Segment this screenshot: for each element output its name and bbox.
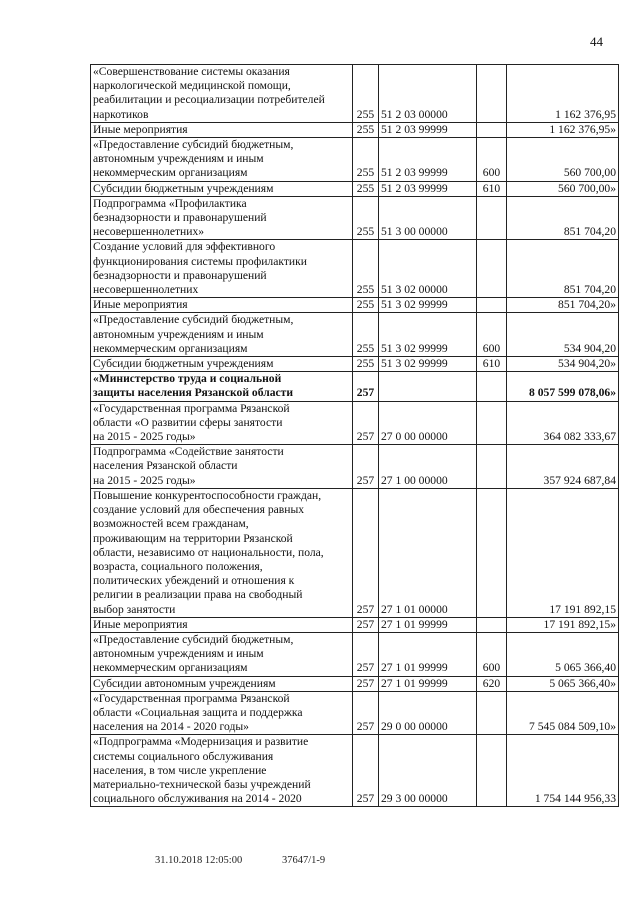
department-code-cell: 255 — [353, 65, 379, 123]
row-name-cell: «Государственная программа Рязанской области «Социальная защита и поддержка населения на 2014 - 2020 годы» — [91, 691, 353, 735]
department-code-cell: 257 — [353, 445, 379, 489]
table-row — [91, 181, 619, 196]
expense-type-cell — [477, 691, 507, 735]
table-row — [91, 196, 619, 240]
table-row — [91, 617, 619, 632]
target-article-cell: 27 0 00 00000 — [379, 401, 477, 445]
amount-cell: 17 191 892,15 — [507, 488, 619, 617]
department-code-cell: 255 — [353, 240, 379, 298]
table-row — [91, 298, 619, 313]
department-code-cell: 257 — [353, 735, 379, 807]
department-code-cell: 257 — [353, 691, 379, 735]
table-row — [91, 401, 619, 445]
expense-type-cell: 610 — [477, 357, 507, 372]
expense-type-cell — [477, 240, 507, 298]
department-code-cell: 257 — [353, 372, 379, 401]
expense-type-cell — [477, 65, 507, 123]
expense-type-cell — [477, 735, 507, 807]
expense-type-cell: 600 — [477, 313, 507, 357]
target-article-cell — [379, 372, 477, 401]
department-code-cell: 257 — [353, 488, 379, 617]
table-row — [91, 122, 619, 137]
expense-type-cell — [477, 196, 507, 240]
target-article-cell: 51 3 02 00000 — [379, 240, 477, 298]
row-name-cell: Подпрограмма «Содействие занятости населения Рязанской области на 2015 - 2025 годы» — [91, 445, 353, 489]
amount-cell: 364 082 333,67 — [507, 401, 619, 445]
target-article-cell: 27 1 00 00000 — [379, 445, 477, 489]
table-row — [91, 691, 619, 735]
row-name-cell: «Совершенствование системы оказания наркологической медицинской помощи, реабилитации и ресоциализации потребителей наркотиков — [91, 65, 353, 123]
target-article-cell: 51 3 02 99999 — [379, 298, 477, 313]
department-code-cell: 255 — [353, 196, 379, 240]
amount-cell: 560 700,00 — [507, 138, 619, 182]
footer-document-id: 37647/1-9 — [282, 855, 326, 866]
department-code-cell: 255 — [353, 357, 379, 372]
table-row — [91, 357, 619, 372]
row-name-cell: «Предоставление субсидий бюджетным, автономным учреждениям и иным некоммерческим организациям — [91, 313, 353, 357]
target-article-cell: 51 2 03 00000 — [379, 65, 477, 123]
row-name-cell: Иные мероприятия — [91, 122, 353, 137]
department-code-cell: 255 — [353, 122, 379, 137]
department-code-cell: 257 — [353, 676, 379, 691]
table-row — [91, 313, 619, 357]
row-name-cell: Субсидии бюджетным учреждениям — [91, 181, 353, 196]
expense-type-cell — [477, 298, 507, 313]
amount-cell: 851 704,20» — [507, 298, 619, 313]
expense-type-cell: 610 — [477, 181, 507, 196]
amount-cell: 560 700,00» — [507, 181, 619, 196]
row-name-cell: «Государственная программа Рязанской области «О развитии сферы занятости на 2015 - 2025 годы» — [91, 401, 353, 445]
department-code-cell: 257 — [353, 401, 379, 445]
department-code-cell: 255 — [353, 138, 379, 182]
department-code-cell: 257 — [353, 617, 379, 632]
target-article-cell: 51 3 02 99999 — [379, 313, 477, 357]
target-article-cell: 51 2 03 99999 — [379, 138, 477, 182]
expense-type-cell — [477, 445, 507, 489]
page-number: 44 — [590, 34, 603, 49]
target-article-cell: 27 1 01 99999 — [379, 632, 477, 676]
expense-type-cell: 600 — [477, 632, 507, 676]
row-name-cell: Иные мероприятия — [91, 617, 353, 632]
target-article-cell: 51 2 03 99999 — [379, 122, 477, 137]
table-row — [91, 735, 619, 807]
row-name-cell: Субсидии автономным учреждениям — [91, 676, 353, 691]
expense-type-cell — [477, 122, 507, 137]
table-row — [91, 676, 619, 691]
expense-type-cell: 620 — [477, 676, 507, 691]
amount-cell: 1 162 376,95 — [507, 65, 619, 123]
row-name-cell: Повышение конкурентоспособности граждан, создание условий для обеспечения равных возможностей всем гражданам, проживающим на территории Рязанской области, независимо от национальности, пола, возраста, социального положения, политических убеждений и отношения к религии в реализации права на свободный выбор занятости — [91, 488, 353, 617]
amount-cell: 5 065 366,40» — [507, 676, 619, 691]
department-code-cell: 255 — [353, 298, 379, 313]
expense-type-cell — [477, 401, 507, 445]
row-name-cell: «Предоставление субсидий бюджетным, автономным учреждениям и иным некоммерческим организациям — [91, 632, 353, 676]
table-row — [91, 488, 619, 617]
row-name-cell: «Предоставление субсидий бюджетным, автономным учреждениям и иным некоммерческим организациям — [91, 138, 353, 182]
department-code-cell: 257 — [353, 632, 379, 676]
target-article-cell: 27 1 01 99999 — [379, 617, 477, 632]
target-article-cell: 29 3 00 00000 — [379, 735, 477, 807]
target-article-cell: 51 2 03 99999 — [379, 181, 477, 196]
target-article-cell: 51 3 02 99999 — [379, 357, 477, 372]
footer-timestamp: 31.10.2018 12:05:00 — [155, 855, 243, 866]
expense-type-cell — [477, 488, 507, 617]
target-article-cell: 27 1 01 99999 — [379, 676, 477, 691]
table-row — [91, 372, 619, 401]
table-row — [91, 445, 619, 489]
row-name-cell: Подпрограмма «Профилактика безнадзорности и правонарушений несовершеннолетних» — [91, 196, 353, 240]
row-name-cell: Иные мероприятия — [91, 298, 353, 313]
row-name-cell: «Подпрограмма «Модернизация и развитие системы социального обслуживания населения, в том числе укрепление материально-технической базы учреждений социального обслуживания на 2014 - 2020 — [91, 735, 353, 807]
amount-cell: 534 904,20 — [507, 313, 619, 357]
amount-cell: 5 065 366,40 — [507, 632, 619, 676]
table-row — [91, 240, 619, 298]
table-row — [91, 138, 619, 182]
table-row — [91, 65, 619, 123]
row-name-cell: Субсидии бюджетным учреждениям — [91, 357, 353, 372]
target-article-cell: 29 0 00 00000 — [379, 691, 477, 735]
budget-table — [90, 64, 619, 807]
department-code-cell: 255 — [353, 313, 379, 357]
amount-cell: 1 162 376,95» — [507, 122, 619, 137]
department-code-cell: 255 — [353, 181, 379, 196]
target-article-cell: 51 3 00 00000 — [379, 196, 477, 240]
table-row — [91, 632, 619, 676]
amount-cell: 534 904,20» — [507, 357, 619, 372]
expense-type-cell — [477, 617, 507, 632]
row-name-cell: Создание условий для эффективного функционирования системы профилактики безнадзорности и правонарушений несовершеннолетних — [91, 240, 353, 298]
amount-cell: 17 191 892,15» — [507, 617, 619, 632]
row-name-cell: «Министерство труда и социальной защиты населения Рязанской области — [91, 372, 353, 401]
expense-type-cell — [477, 372, 507, 401]
amount-cell: 851 704,20 — [507, 240, 619, 298]
target-article-cell: 27 1 01 00000 — [379, 488, 477, 617]
amount-cell: 7 545 084 509,10» — [507, 691, 619, 735]
amount-cell: 851 704,20 — [507, 196, 619, 240]
expense-type-cell: 600 — [477, 138, 507, 182]
amount-cell: 8 057 599 078,06» — [507, 372, 619, 401]
amount-cell: 1 754 144 956,33 — [507, 735, 619, 807]
amount-cell: 357 924 687,84 — [507, 445, 619, 489]
